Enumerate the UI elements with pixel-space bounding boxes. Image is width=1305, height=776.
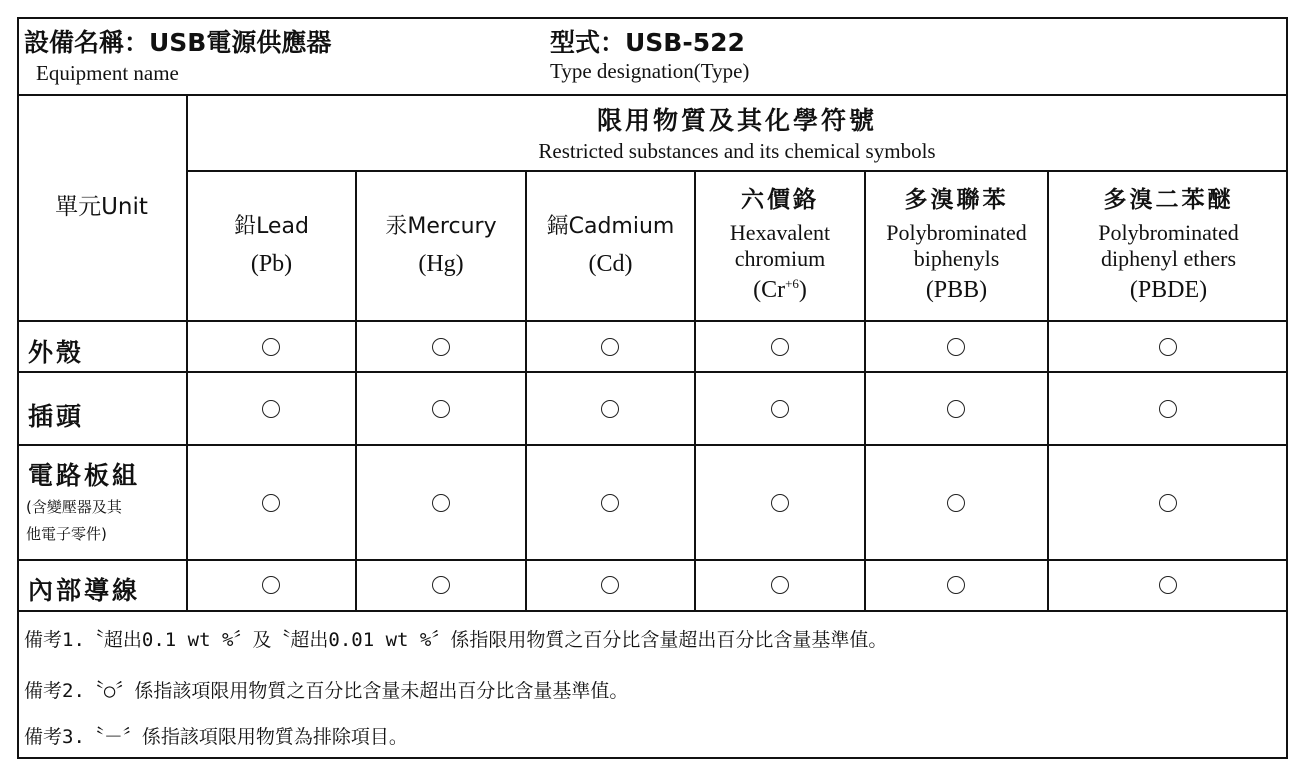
restricted-substances-title-en: Restricted substances and its chemical symbols bbox=[538, 139, 936, 163]
row-label-internal-wires: 內部導線 bbox=[28, 576, 141, 605]
rule-row-3 bbox=[17, 559, 1288, 561]
mark-plug-pbde bbox=[1159, 400, 1177, 418]
column-header-lead-symbol: (Pb) bbox=[250, 250, 293, 277]
mark-housing-pb bbox=[262, 338, 280, 356]
restricted-substances-title-zh: 限用物質及其化學符號 bbox=[596, 106, 877, 135]
column-header-chromium-en-2: chromium bbox=[734, 246, 826, 272]
rule-below-header bbox=[17, 94, 1288, 96]
unit-header: 單元Unit bbox=[55, 194, 148, 220]
column-header-pbb-en-2: biphenyls bbox=[913, 246, 1000, 272]
column-header-chromium-en-1: Hexavalent bbox=[729, 220, 831, 246]
column-header-pbde-zh: 多溴二苯醚 bbox=[1103, 187, 1234, 214]
rule-below-column-headers bbox=[17, 320, 1288, 322]
note-2: 備考2.〝○〞係指該項限用物質之百分比含量未超出百分比含量基準值。 bbox=[24, 680, 629, 702]
column-header-mercury-name: 汞Mercury bbox=[385, 213, 497, 239]
mark-housing-hg bbox=[432, 338, 450, 356]
row-label-plug: 插頭 bbox=[28, 402, 85, 431]
mark-plug-cr6 bbox=[771, 400, 789, 418]
column-header-cadmium-name: 鎘Cadmium bbox=[546, 213, 675, 239]
type-designation-en: Type designation(Type) bbox=[550, 59, 750, 83]
mark-housing-cd bbox=[601, 338, 619, 356]
column-header-cadmium-symbol: (Cd) bbox=[588, 250, 633, 277]
equipment-name-zh: 設備名稱：USB電源供應器 bbox=[24, 28, 332, 57]
note-3: 備考3.〝－〞係指該項限用物質為排除項目。 bbox=[24, 726, 408, 748]
row-label-housing: 外殼 bbox=[28, 338, 85, 367]
column-header-pbde-en-2: diphenyl ethers bbox=[1100, 246, 1237, 272]
rule-row-1 bbox=[17, 371, 1288, 373]
column-header-mercury bbox=[357, 172, 525, 320]
column-header-pbde-symbol: (PBDE) bbox=[1129, 277, 1208, 304]
mark-housing-pbde bbox=[1159, 338, 1177, 356]
mark-wires-hg bbox=[432, 576, 450, 594]
column-header-pbb bbox=[866, 172, 1047, 320]
mark-circuit-pbde bbox=[1159, 494, 1177, 512]
mark-plug-hg bbox=[432, 400, 450, 418]
mark-circuit-pbb bbox=[947, 494, 965, 512]
mark-wires-cr6 bbox=[771, 576, 789, 594]
mark-plug-pbb bbox=[947, 400, 965, 418]
row-label-circuit-board: 電路板組 bbox=[28, 461, 141, 490]
column-header-cadmium bbox=[527, 172, 694, 320]
column-header-pbb-symbol: (PBB) bbox=[925, 277, 988, 304]
mark-wires-pb bbox=[262, 576, 280, 594]
mark-wires-pbb bbox=[947, 576, 965, 594]
mark-circuit-pb bbox=[262, 494, 280, 512]
mark-wires-pbde bbox=[1159, 576, 1177, 594]
mark-plug-pb bbox=[262, 400, 280, 418]
row-sublabel-circuit-board-2: 他電子零件) bbox=[26, 525, 107, 543]
mark-housing-pbb bbox=[947, 338, 965, 356]
rule-row-2 bbox=[17, 444, 1288, 446]
column-header-mercury-symbol: (Hg) bbox=[418, 250, 464, 277]
type-designation-zh: 型式：USB-522 bbox=[550, 28, 745, 57]
column-header-chromium-symbol: $(Cr^{+6})$ bbox=[753, 276, 807, 304]
note-1: 備考1.〝超出0.1 wt %〞及〝超出0.01 wt %〞係指限用物質之百分比含量超出百分比含量基準值。 bbox=[24, 629, 888, 651]
mark-circuit-cd bbox=[601, 494, 619, 512]
mark-wires-cd bbox=[601, 576, 619, 594]
rule-row-4 bbox=[17, 610, 1288, 612]
column-header-pbb-en-1: Polybrominated bbox=[886, 220, 1027, 246]
row-sublabel-circuit-board-1: (含變壓器及其 bbox=[26, 498, 122, 516]
column-header-hexavalent-chromium bbox=[696, 172, 864, 320]
column-header-chromium-zh: 六價鉻 bbox=[741, 187, 819, 214]
mark-circuit-cr6 bbox=[771, 494, 789, 512]
equipment-name-en: Equipment name bbox=[36, 61, 179, 85]
mark-circuit-hg bbox=[432, 494, 450, 512]
column-header-lead bbox=[188, 172, 355, 320]
column-header-lead-name: 鉛Lead bbox=[234, 213, 309, 239]
column-header-pbb-zh: 多溴聯苯 bbox=[904, 187, 1009, 214]
mark-housing-cr6 bbox=[771, 338, 789, 356]
column-header-pbde bbox=[1049, 172, 1288, 320]
mark-plug-cd bbox=[601, 400, 619, 418]
column-header-pbde-en-1: Polybrominated bbox=[1098, 220, 1239, 246]
